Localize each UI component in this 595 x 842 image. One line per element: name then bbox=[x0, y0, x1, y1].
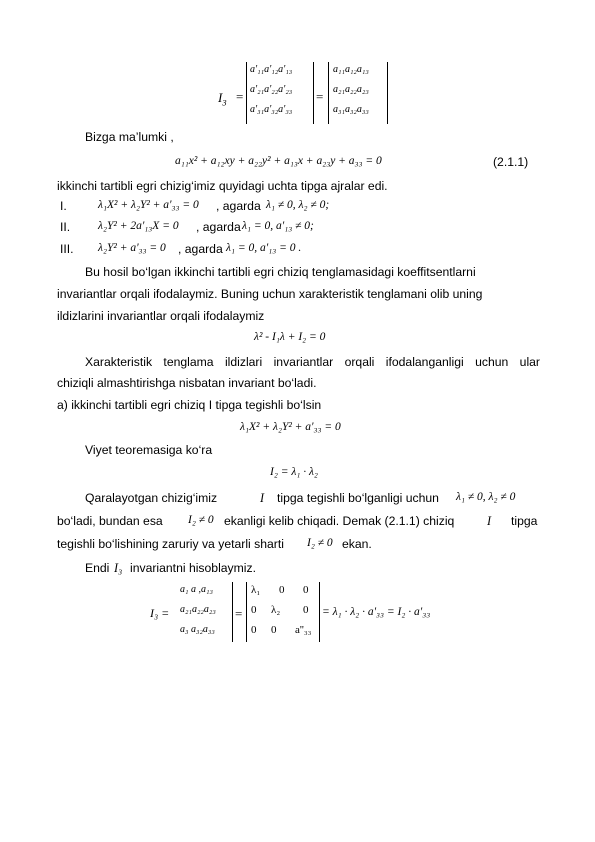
paragraph-6-line-2-c: tipga bbox=[511, 514, 538, 528]
equation-characteristic: λ² - I₁λ + I₂ = 0 bbox=[254, 331, 326, 343]
equation-type-1: λ₁X² + λ₂Y² + a'₃₃ = 0 bbox=[240, 421, 341, 433]
paragraph-6-line-1-b: tipga tegishli bo‘lganligi uchun bbox=[277, 491, 439, 505]
det-cell: 0 bbox=[271, 624, 277, 636]
paragraph-6-line-2-b: ekanligi kelib chiqadi. Demak (2.1.1) chiziq bbox=[224, 514, 455, 528]
bottom-formula-eq: = bbox=[235, 606, 243, 621]
paragraph-7-a: Endi bbox=[85, 561, 110, 575]
bottom-determinant-2 bbox=[246, 582, 320, 642]
top-formula-lhs: $I_3$ bbox=[218, 90, 227, 108]
equation-viet: I₂ = λ₁ · λ₂ bbox=[270, 466, 318, 478]
paragraph-2-line-2: invariantlar orqali ifodalaymiz. Buning uchun xarakteristik tenglamani olib uning bbox=[57, 287, 483, 301]
bottom-formula-lhs: I₃ = bbox=[150, 606, 170, 620]
bottom-formula-rhs: = λ₁ · λ₂ · a'₃₃ = I₂ · a'₃₃ bbox=[322, 606, 431, 618]
top-determinant bbox=[328, 62, 388, 124]
paragraph-6-line-2-a: bo‘ladi, bundan esa bbox=[57, 514, 163, 528]
case-3-formula: λ₂Y² + a'₃₃ = 0 bbox=[98, 242, 166, 254]
text-bizga: Bizga ma’lumki , bbox=[85, 130, 174, 144]
case-2-number: II. bbox=[60, 220, 71, 234]
case-2-agarda: , agarda bbox=[196, 220, 241, 234]
det-cell: 0 bbox=[303, 604, 309, 616]
det-row: a₁ a ,a₁₃ bbox=[180, 584, 213, 595]
det-row: a₃₁a₃₂a₃₃ bbox=[333, 104, 369, 115]
paragraph-4: a) ikkinchi tartibli egri chiziq I tipga tegishli bo‘lsin bbox=[57, 398, 322, 412]
paragraph-7-I3: I₃ bbox=[114, 561, 123, 575]
paragraph-3-line-2: chiziqli almashtirishga nisbatan invariant bo‘ladi. bbox=[57, 376, 317, 390]
det-cell: λ₁ bbox=[251, 584, 261, 596]
paragraph-3-line-1: Xarakteristik tenglama ildizlari invariantlar orqali ifodalanganligi uchun ular bbox=[85, 355, 540, 369]
paragraph-2-line-3: ildizlarini invariantlar orqali ifodalaymiz bbox=[57, 309, 265, 323]
case-1-number: I. bbox=[60, 199, 67, 213]
case-1-condition: λ₁ ≠ 0, λ₂ ≠ 0; bbox=[266, 199, 330, 211]
paragraph-6-condition-I2: I₂ ≠ 0 bbox=[188, 514, 214, 526]
paragraph-5: Viyet teoremasiga ko‘ra bbox=[85, 443, 213, 457]
case-1-formula: λ₁X² + λ₂Y² + a'₃₃ = 0 bbox=[98, 199, 199, 211]
det-row: a₁₁a₁₂a₁₃ bbox=[333, 64, 369, 75]
det-cell: λ₂ bbox=[271, 604, 281, 616]
det-cell: 0 bbox=[279, 584, 285, 596]
paragraph-6-line-3-b: ekan. bbox=[342, 537, 372, 551]
paragraph-7-b: invariantni hisoblaymiz. bbox=[130, 561, 256, 575]
det-row: a₃ a₃₂a₃₃ bbox=[180, 624, 215, 635]
det-row: a₂₁a₂₂a₂₃ bbox=[333, 84, 369, 95]
case-3-number: III. bbox=[60, 242, 74, 256]
case-3-agarda: , agarda bbox=[178, 242, 223, 256]
top-formula-eq1: = bbox=[236, 89, 244, 104]
top-determinant-primed bbox=[246, 62, 314, 124]
paragraph-types: ikkinchi tartibli egri chizig‘imiz quyidagi uchta tipga ajralar edi. bbox=[57, 179, 388, 193]
paragraph-6-line-3-a: tegishli bo‘lishining zaruriy va yetarli sharti bbox=[57, 537, 284, 551]
case-2-formula: λ₂Y² + 2a'₁₃X = 0 bbox=[98, 220, 179, 232]
det-row: a₂₁a₂₂a₂₃ bbox=[180, 604, 216, 615]
det-cell: 0 bbox=[303, 584, 309, 596]
paragraph-6-condition-lambda: λ₁ ≠ 0, λ₂ ≠ 0 bbox=[456, 491, 516, 503]
paragraph-6-line-1-a: Qaralayotgan chizig‘imiz bbox=[85, 491, 218, 505]
equation-number: (2.1.1) bbox=[493, 155, 529, 169]
case-2-condition: λ₁ = 0, a'₁₃ ≠ 0; bbox=[242, 220, 314, 232]
paragraph-6-type-I: I bbox=[260, 491, 265, 505]
det-cell: a''₃₃ bbox=[295, 624, 312, 636]
paragraph-2-line-1: Bu hosil bo‘lgan ikkinchi tartibli egri chiziq tenglamasidagi koeffitsentlarni bbox=[85, 265, 476, 279]
paragraph-6-type-I-2: I bbox=[487, 514, 492, 528]
equation-main: a₁₁x² + a₁₂xy + a₂₂y² + a₁₃x + a₂₃y + a₃₃ = 0 bbox=[175, 155, 382, 167]
det-row: a'₁₁a'₁₂a'₁₃ bbox=[250, 64, 293, 75]
top-formula-eq2: = bbox=[316, 89, 324, 104]
bottom-determinant-1 bbox=[176, 582, 233, 642]
det-cell: 0 bbox=[251, 624, 257, 636]
case-1-agarda: , agarda bbox=[216, 199, 261, 213]
det-row: a'₃₁a'₃₂a'₃₃ bbox=[250, 104, 293, 115]
det-row: a'₂₁a'₂₂a'₂₃ bbox=[250, 84, 293, 95]
case-3-condition: λ₁ = 0, a'₁₃ = 0 . bbox=[226, 242, 302, 254]
det-cell: 0 bbox=[251, 604, 257, 616]
paragraph-6-condition-I2-2: I₂ ≠ 0 bbox=[307, 537, 333, 549]
